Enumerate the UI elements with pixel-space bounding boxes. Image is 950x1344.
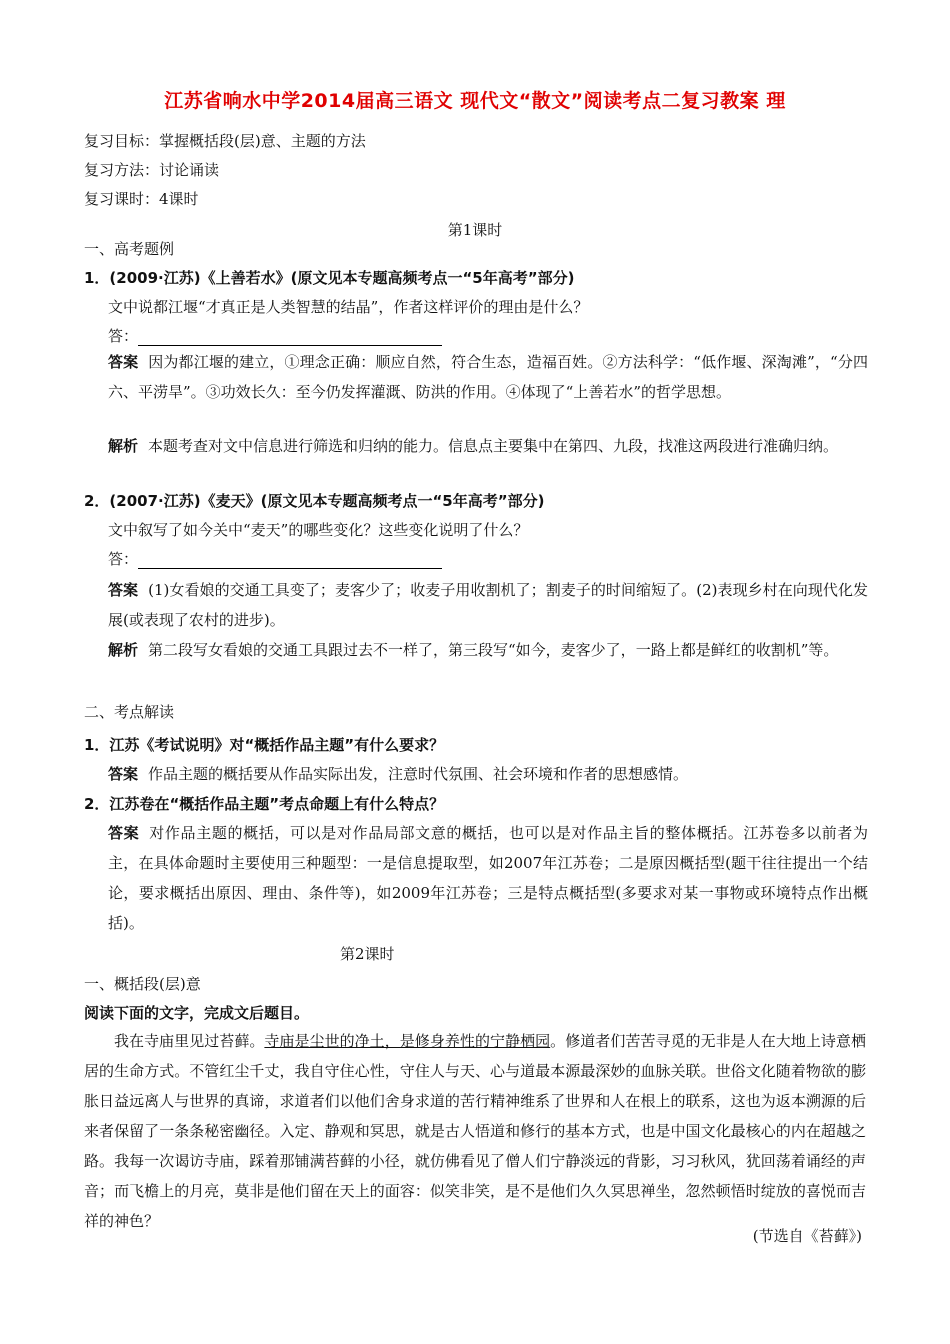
question-2-answer <box>108 575 868 635</box>
section-key-points: 二、考点解读 <box>84 703 175 721</box>
answer-tag: 答案 <box>108 581 139 599</box>
answer-text: 作品主题的概括要从作品实际出发，注意时代氛围、社会环境和作者的思想感情。 <box>148 765 689 783</box>
keypoint-1-label: 1．江苏《考试说明》对“概括作品主题”有什么要求？ <box>84 736 445 754</box>
answer-prompt: 答： <box>108 327 139 345</box>
answer-text: 因为都江堰的建立，①理念正确：顺应自然，符合生态，造福百姓。②方法科学：“低作堰、深淘滩”，“分四六、平涝旱”。③功效长久：至今仍发挥灌溉、防洪的作用。④体现了“上善若水”的哲学思想。 <box>108 353 868 401</box>
answer-tag: 答案 <box>108 353 139 371</box>
answer-tag: 答案 <box>108 824 140 842</box>
lesson-2-heading: 第2课时 <box>340 945 395 963</box>
question-1-answer <box>108 347 868 407</box>
answer-blank[interactable] <box>138 552 442 569</box>
section-exam-examples: 一、高考题例 <box>84 240 175 258</box>
analysis-text: 第二段写女看娘的交通工具跟过去不一样了，第三段写“如今，麦客少了，一路上都是鲜红的收割机”等。 <box>148 641 839 659</box>
reading-instruction: 阅读下面的文字，完成文后题目。 <box>84 1004 310 1022</box>
question-1-analysis <box>108 431 868 461</box>
question-2-analysis <box>108 635 868 665</box>
reading-source: (节选自《苔藓》) <box>752 1227 862 1245</box>
review-hours: 复习课时：4课时 <box>84 190 199 208</box>
answer-text: 对作品主题的概括，可以是对作品局部文意的概括，也可以是对作品主旨的整体概括。江苏卷多以前者为主，在具体命题时主要使用三种题型：一是信息提取型，如2007年江苏卷；二是原因概括型(题干往往提出一个结论，要求概括出原因、理由、条件等)，如2009年江苏卷；三是特点概括型(多要求对某一事物或环境特点作出概括)。 <box>108 824 868 932</box>
section-summarize-paragraph: 一、概括段(层)意 <box>84 975 201 993</box>
answer-tag: 答案 <box>108 765 139 783</box>
question-2-text: 文中叙写了如今关中“麦天”的哪些变化？这些变化说明了什么？ <box>108 521 529 539</box>
review-goal: 复习目标：掌握概括段(层)意、主题的方法 <box>84 132 366 150</box>
lesson-1-heading: 第1课时 <box>447 221 503 239</box>
keypoint-2-label: 2．江苏卷在“概括作品主题”考点命题上有什么特点？ <box>84 795 445 813</box>
question-2-answer-line <box>108 549 442 569</box>
analysis-text: 本题考查对文中信息进行筛选和归纳的能力。信息点主要集中在第四、九段，找准这两段进行准确归纳。 <box>148 437 839 455</box>
keypoint-2-answer <box>108 818 868 938</box>
answer-prompt: 答： <box>108 550 139 568</box>
question-1-answer-line <box>108 326 442 346</box>
answer-text: (1)女看娘的交通工具变了；麦客少了；收麦子用收割机了；割麦子的时间缩短了。(2)表现乡村在向现代化发展(或表现了农村的进步)。 <box>108 581 868 629</box>
question-1-text: 文中说都江堰“才真正是人类智慧的结晶”，作者这样评价的理由是什么？ <box>108 298 589 316</box>
reading-underlined-sentence: 寺庙是尘世的净土，是修身养性的宁静栖园 <box>264 1032 551 1050</box>
question-2-label: 2．(2007·江苏)《麦天》(原文见本专题高频考点一“5年高考”部分) <box>84 492 545 510</box>
answer-blank[interactable] <box>138 329 442 346</box>
analysis-tag: 解析 <box>108 437 139 455</box>
document-title: 江苏省响水中学2014届高三语文 现代文“散文”阅读考点二复习教案 理 <box>164 90 786 112</box>
keypoint-1-answer <box>108 759 868 789</box>
reading-start: 我在寺庙里见过苔藓。 <box>114 1032 265 1050</box>
review-method: 复习方法：讨论诵读 <box>84 161 220 179</box>
reading-passage <box>84 1026 866 1236</box>
reading-rest: 。修道者们苦苦寻觅的无非是人在大地上诗意栖居的生命方式。不管红尘千丈，我自守住心性，守住人与天、心与道最本源最深妙的血脉关联。世俗文化随着物欲的膨胀日益远离人与世界的真谛，求道者们以他们舍身求道的苦行精神维系了世界和人在根上的联系，这也为返本溯源的后来者保留了一条条秘密幽径。入定、静观和冥思，就是古人悟道和修行的基本方式，也是中国文化最核心的内在超越之路。我每一次谒访寺庙，踩着那铺满苔藓的小径，就仿佛看见了僧人们宁静淡远的背影，习习秋风，犹回荡着诵经的声音；而飞檐上的月亮，莫非是他们留在天上的面容：似笑非笑，是不是他们久久冥思禅坐，忽然顿悟时绽放的喜悦而吉祥的神色？ <box>84 1032 866 1230</box>
analysis-tag: 解析 <box>108 641 139 659</box>
question-1-label: 1．(2009·江苏)《上善若水》(原文见本专题高频考点一“5年高考”部分) <box>84 269 575 287</box>
